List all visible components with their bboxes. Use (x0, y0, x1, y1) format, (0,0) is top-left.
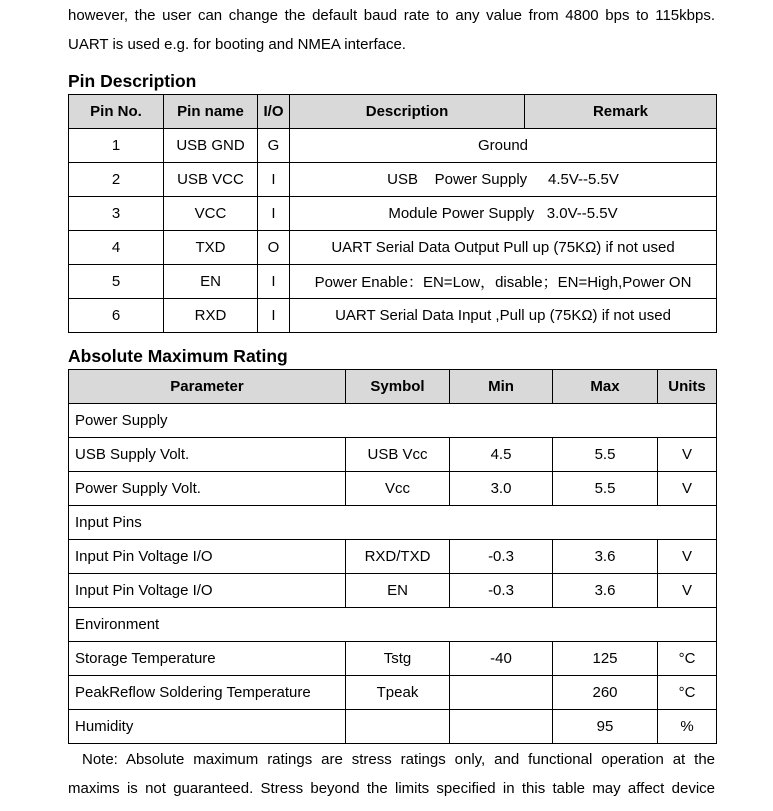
max-cell: 3.6 (553, 574, 658, 608)
table-row (69, 231, 717, 265)
parameter-cell: Power Supply Volt. (69, 472, 346, 506)
symbol-cell (346, 710, 450, 744)
pin-name-cell: USB VCC (164, 163, 258, 197)
pin-description-cell: Power Enable：EN=Low，disable；EN=High,Power ON (290, 265, 717, 299)
intro-line-2: UART is used e.g. for booting and NMEA interface. (68, 36, 406, 53)
parameter-cell: USB Supply Volt. (69, 438, 346, 472)
min-cell: -0.3 (450, 540, 553, 574)
pin-name-cell: EN (164, 265, 258, 299)
max-cell: 95 (553, 710, 658, 744)
parameter-cell: Input Pin Voltage I/O (69, 574, 346, 608)
table-row (69, 710, 717, 744)
pin-name-cell: RXD (164, 299, 258, 333)
abs-header-max: Max (553, 370, 658, 404)
max-cell: 125 (553, 642, 658, 676)
pin-no-cell: 4 (69, 231, 164, 265)
units-cell: °C (658, 676, 717, 710)
table-row (69, 265, 717, 299)
max-cell: 5.5 (553, 472, 658, 506)
table-row (69, 299, 717, 333)
abs-max-table (68, 369, 717, 744)
parameter-cell: PeakReflow Soldering Temperature (69, 676, 346, 710)
section-row (69, 404, 717, 438)
pin-no-cell: 5 (69, 265, 164, 299)
min-cell: 3.0 (450, 472, 553, 506)
section-row (69, 506, 717, 540)
abs-header-min: Min (450, 370, 553, 404)
symbol-cell: RXD/TXD (346, 540, 450, 574)
pin-description-table (68, 94, 717, 333)
note-line-2: maxims is not guaranteed. Stress beyond the limits specified in this table may affect device (68, 780, 715, 797)
pin-no-cell: 2 (69, 163, 164, 197)
table-row (69, 574, 717, 608)
min-cell: 4.5 (450, 438, 553, 472)
min-cell (450, 676, 553, 710)
min-cell: -40 (450, 642, 553, 676)
symbol-cell: Tstg (346, 642, 450, 676)
table-row (69, 163, 717, 197)
pin-io-cell: O (258, 231, 290, 265)
max-cell: 3.6 (553, 540, 658, 574)
section-row (69, 608, 717, 642)
pin-io-cell: G (258, 129, 290, 163)
pin-io-cell: I (258, 299, 290, 333)
pin-io-cell: I (258, 197, 290, 231)
min-cell (450, 710, 553, 744)
table-row (69, 197, 717, 231)
pin-header-no: Pin No. (69, 95, 164, 129)
units-cell: °C (658, 642, 717, 676)
section-label: Power Supply (69, 404, 717, 438)
note-line-1: Note: Absolute maximum ratings are stress ratings only, and functional operation at the (82, 751, 715, 768)
units-cell: V (658, 438, 717, 472)
table-row (69, 472, 717, 506)
symbol-cell: Vcc (346, 472, 450, 506)
max-cell: 5.5 (553, 438, 658, 472)
pin-description-cell: UART Serial Data Input ,Pull up (75KΩ) if not used (290, 299, 717, 333)
units-cell: % (658, 710, 717, 744)
abs-max-heading: Absolute Maximum Rating (68, 346, 288, 366)
pin-name-cell: VCC (164, 197, 258, 231)
pin-header-remark: Remark (525, 95, 717, 129)
pin-description-cell: USB Power Supply 4.5V--5.5V (290, 163, 717, 197)
pin-io-cell: I (258, 265, 290, 299)
pin-name-cell: TXD (164, 231, 258, 265)
pin-description-cell: Module Power Supply 3.0V--5.5V (290, 197, 717, 231)
units-cell: V (658, 472, 717, 506)
abs-header-units: Units (658, 370, 717, 404)
symbol-cell: EN (346, 574, 450, 608)
pin-header-io: I/O (258, 95, 290, 129)
pin-description-cell: Ground (290, 129, 717, 163)
symbol-cell: Tpeak (346, 676, 450, 710)
table-row (69, 676, 717, 710)
pin-io-cell: I (258, 163, 290, 197)
table-row (69, 642, 717, 676)
table-row (69, 129, 717, 163)
intro-line-1: however, the user can change the default baud rate to any value from 4800 bps to 115kbps. (68, 7, 715, 24)
parameter-cell: Input Pin Voltage I/O (69, 540, 346, 574)
min-cell: -0.3 (450, 574, 553, 608)
parameter-cell: Storage Temperature (69, 642, 346, 676)
pin-no-cell: 3 (69, 197, 164, 231)
abs-table-header-row (69, 370, 717, 404)
pin-table-header-row (69, 95, 717, 129)
pin-no-cell: 6 (69, 299, 164, 333)
abs-header-parameter: Parameter (69, 370, 346, 404)
symbol-cell: USB Vcc (346, 438, 450, 472)
units-cell: V (658, 574, 717, 608)
pin-description-cell: UART Serial Data Output Pull up (75KΩ) if not used (290, 231, 717, 265)
max-cell: 260 (553, 676, 658, 710)
units-cell: V (658, 540, 717, 574)
table-row (69, 438, 717, 472)
pin-header-description: Description (290, 95, 525, 129)
pin-description-heading: Pin Description (68, 71, 197, 91)
table-row (69, 540, 717, 574)
section-label: Input Pins (69, 506, 717, 540)
pin-header-name: Pin name (164, 95, 258, 129)
section-label: Environment (69, 608, 717, 642)
parameter-cell: Humidity (69, 710, 346, 744)
pin-no-cell: 1 (69, 129, 164, 163)
abs-header-symbol: Symbol (346, 370, 450, 404)
pin-name-cell: USB GND (164, 129, 258, 163)
